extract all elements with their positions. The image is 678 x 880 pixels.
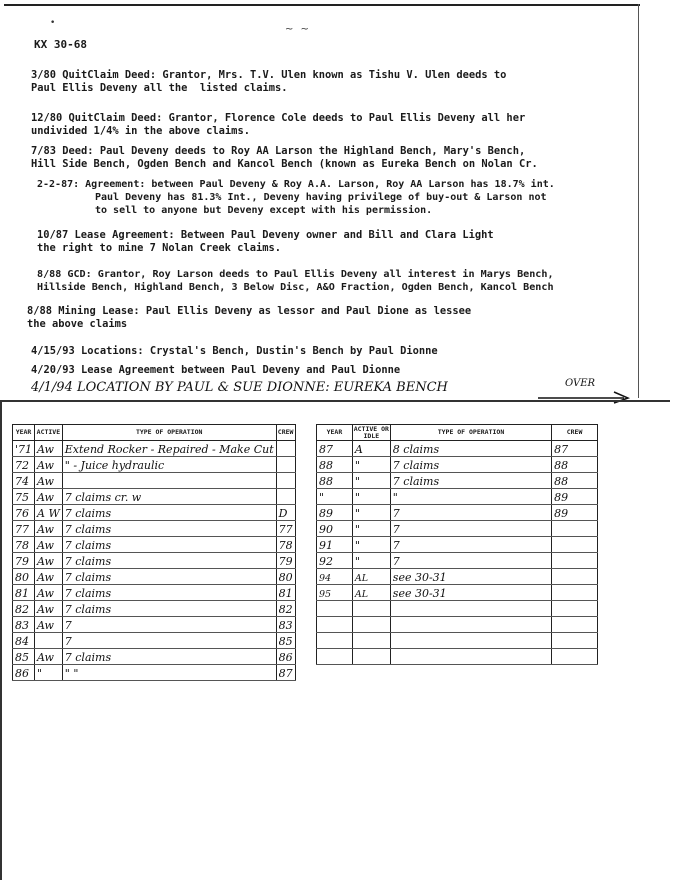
cell-type: 7 claims cr. w — [62, 489, 276, 505]
table-row — [317, 617, 598, 633]
cell-crew — [276, 441, 295, 457]
cell-crew: 89 — [552, 505, 598, 521]
entry-line: Hill Side Bench, Ogden Bench and Kancol Bench (known as Eureka Bench on Nolan Cr. — [31, 158, 538, 170]
cell-type: 7 claims — [62, 505, 276, 521]
entry-lease-4-20-93 — [31, 364, 400, 377]
cell-active: " — [352, 505, 390, 521]
table-row — [317, 505, 598, 521]
col-header-type: TYPE OF OPERATION — [390, 425, 551, 441]
cell-active: Aw — [35, 585, 63, 601]
section-divider — [0, 400, 670, 402]
cell-type: 7 — [62, 617, 276, 633]
cell-year: 74 — [13, 473, 35, 489]
table-row — [317, 601, 598, 617]
cell-active — [352, 633, 390, 649]
entry-locations-4-15-93 — [31, 345, 438, 358]
entry-lease-10-87 — [37, 229, 494, 255]
cell-year: 80 — [13, 569, 35, 585]
cell-active: A — [352, 441, 390, 457]
cell-type — [390, 601, 551, 617]
cell-year — [317, 601, 353, 617]
cell-active: Aw — [35, 569, 63, 585]
cell-year: 83 — [13, 617, 35, 633]
scan-speck: ~ ~ — [285, 24, 311, 35]
top-border-line — [4, 4, 640, 6]
cell-type: Extend Rocker - Repaired - Make Cut — [62, 441, 276, 457]
table-row — [317, 585, 598, 601]
cell-active: Aw — [35, 553, 63, 569]
cell-type: see 30-31 — [390, 569, 551, 585]
cell-crew — [276, 457, 295, 473]
entry-quitclaim-12-80 — [31, 112, 525, 138]
cell-active: Aw — [35, 521, 63, 537]
cell-crew — [276, 473, 295, 489]
right-border-line — [638, 4, 639, 398]
cell-crew — [552, 617, 598, 633]
operations-log-right — [316, 424, 598, 665]
entry-line: 4/15/93 Locations: Crystal's Bench, Dustin's Bench by Paul Dionne — [31, 345, 438, 357]
cell-year: 78 — [13, 537, 35, 553]
cell-crew: 88 — [552, 473, 598, 489]
table-row — [13, 489, 296, 505]
cell-year: '71 — [13, 441, 35, 457]
cell-type: 7 claims — [62, 553, 276, 569]
cell-type: 8 claims — [390, 441, 551, 457]
entry-line: Paul Ellis Deveny all the listed claims. — [31, 82, 288, 94]
cell-active: " — [352, 489, 390, 505]
cell-active — [352, 649, 390, 665]
cell-year: 84 — [13, 633, 35, 649]
cell-type: 7 claims — [390, 473, 551, 489]
cell-year: 88 — [317, 457, 353, 473]
cell-type: 7 — [390, 521, 551, 537]
cell-year: 72 — [13, 457, 35, 473]
table-row — [317, 537, 598, 553]
cell-crew — [552, 585, 598, 601]
cell-type: 7 — [390, 505, 551, 521]
table-row — [13, 553, 296, 569]
col-header-type: TYPE OF OPERATION — [62, 425, 276, 441]
cell-type: 7 claims — [62, 537, 276, 553]
entry-line: 12/80 QuitClaim Deed: Grantor, Florence Cole deeds to Paul Ellis Deveny all her — [31, 112, 526, 124]
cell-crew — [552, 537, 598, 553]
cell-active: " — [352, 553, 390, 569]
col-header-year: YEAR — [317, 425, 353, 441]
table-row — [13, 617, 296, 633]
entry-agreement-2-2-87 — [37, 178, 555, 217]
table-row — [317, 489, 598, 505]
entry-line: the above claims — [27, 318, 128, 330]
cell-crew: 81 — [276, 585, 295, 601]
table-row — [317, 569, 598, 585]
entry-line: 8/88 GCD: Grantor, Roy Larson deeds to Paul Ellis Deveny all interest in Marys Bench, — [37, 269, 554, 280]
cell-crew: 79 — [276, 553, 295, 569]
cell-year — [317, 617, 353, 633]
cell-year: 75 — [13, 489, 35, 505]
cell-crew — [552, 553, 598, 569]
cell-type — [390, 649, 551, 665]
table-row — [13, 665, 296, 681]
cell-crew: 82 — [276, 601, 295, 617]
table-row — [317, 521, 598, 537]
cell-year: 91 — [317, 537, 353, 553]
cell-type: 7 — [390, 537, 551, 553]
col-header-year: YEAR — [13, 425, 35, 441]
cell-crew: 85 — [276, 633, 295, 649]
table-row — [317, 457, 598, 473]
cell-active: " — [352, 521, 390, 537]
table-row — [13, 601, 296, 617]
entry-line: 2-2-87: Agreement: between Paul Deveny & Roy A.A. Larson, Roy AA Larson has 18.7% int. — [37, 179, 555, 190]
cell-crew: 88 — [552, 457, 598, 473]
cell-active — [352, 601, 390, 617]
cell-year: 76 — [13, 505, 35, 521]
entry-line: 10/87 Lease Agreement: Between Paul Deveny owner and Bill and Clara Light — [37, 229, 494, 241]
cell-active: Aw — [35, 617, 63, 633]
cell-year — [317, 649, 353, 665]
cell-crew — [552, 569, 598, 585]
cell-type: 7 — [62, 633, 276, 649]
cell-crew — [552, 601, 598, 617]
cell-year: 81 — [13, 585, 35, 601]
cell-crew — [276, 489, 295, 505]
cell-year: 85 — [13, 649, 35, 665]
cell-active: Aw — [35, 457, 63, 473]
cell-year: 86 — [13, 665, 35, 681]
entry-gcd-8-88 — [37, 268, 554, 294]
cell-crew: 87 — [276, 665, 295, 681]
cell-type — [390, 617, 551, 633]
cell-crew: 77 — [276, 521, 295, 537]
cell-crew: D — [276, 505, 295, 521]
cell-crew: 86 — [276, 649, 295, 665]
entry-line: undivided 1/4% in the above claims. — [31, 125, 250, 137]
entry-quitclaim-3-80 — [31, 69, 506, 95]
table-row — [13, 473, 296, 489]
cell-type — [62, 473, 276, 489]
cell-year: 79 — [13, 553, 35, 569]
cell-crew — [552, 521, 598, 537]
entry-line: Paul Deveny has 81.3% Int., Deveny having privilege of buy-out & Larson not — [95, 192, 547, 203]
cell-active: " — [35, 665, 63, 681]
cell-year: 82 — [13, 601, 35, 617]
cell-crew: 87 — [552, 441, 598, 457]
entry-line: to sell to anyone but Deveny except with his permission. — [95, 205, 433, 216]
cell-crew: 80 — [276, 569, 295, 585]
cell-crew: 78 — [276, 537, 295, 553]
cell-active: Aw — [35, 441, 63, 457]
cell-type: 7 claims — [62, 585, 276, 601]
table-row — [13, 569, 296, 585]
handwritten-location-note: 4/1/94 LOCATION BY PAUL & SUE DIONNE: EUREKA BENCH — [31, 380, 448, 395]
cell-type — [390, 633, 551, 649]
table-row — [317, 473, 598, 489]
table-row — [13, 537, 296, 553]
table-row — [317, 633, 598, 649]
cell-type: 7 — [390, 553, 551, 569]
cell-active: Aw — [35, 649, 63, 665]
cell-year: 92 — [317, 553, 353, 569]
col-header-crew: CREW — [552, 425, 598, 441]
table-row — [13, 457, 296, 473]
entry-line: 7/83 Deed: Paul Deveny deeds to Roy AA Larson the Highland Bench, Mary's Bench, — [31, 145, 526, 157]
col-header-active: ACTIVE — [35, 425, 63, 441]
table-row — [13, 441, 296, 457]
cell-active: Aw — [35, 601, 63, 617]
table-row — [13, 505, 296, 521]
cell-crew: 83 — [276, 617, 295, 633]
entry-line: 4/20/93 Lease Agreement between Paul Deveny and Paul Dionne — [31, 364, 401, 376]
table-row — [317, 649, 598, 665]
table-row — [13, 649, 296, 665]
cell-type: " " — [62, 665, 276, 681]
cell-active: AL — [352, 585, 390, 601]
cell-type: 7 claims — [390, 457, 551, 473]
cell-year: 90 — [317, 521, 353, 537]
cell-type: see 30-31 — [390, 585, 551, 601]
cell-active: AL — [352, 569, 390, 585]
cell-year — [317, 633, 353, 649]
cell-type: " - Juice hydraulic — [62, 457, 276, 473]
entry-line: 3/80 QuitClaim Deed: Grantor, Mrs. T.V. Ulen known as Tishu V. Ulen deeds to — [31, 69, 507, 81]
cell-type: 7 claims — [62, 601, 276, 617]
scan-speck: • — [50, 18, 56, 28]
entry-deed-7-83 — [31, 145, 538, 171]
cell-active: Aw — [35, 537, 63, 553]
cell-crew — [552, 633, 598, 649]
entry-mining-lease-8-88 — [27, 305, 471, 331]
over-label: OVER — [565, 378, 596, 389]
cell-year: 77 — [13, 521, 35, 537]
cell-active: " — [352, 537, 390, 553]
document-id: KX 30-68 — [34, 38, 87, 51]
cell-year: 88 — [317, 473, 353, 489]
cell-type: 7 claims — [62, 649, 276, 665]
cell-crew: 89 — [552, 489, 598, 505]
table-row — [13, 633, 296, 649]
cell-type: 7 claims — [62, 569, 276, 585]
col-header-active: ACTIVE OR IDLE — [353, 424, 389, 440]
cell-active: Aw — [35, 473, 63, 489]
cell-active — [35, 633, 63, 649]
cell-year: 94 — [317, 569, 353, 585]
table-row — [13, 585, 296, 601]
left-edge-line — [0, 402, 2, 880]
cell-year: " — [317, 489, 353, 505]
entry-line: Hillside Bench, Highland Bench, 3 Below Disc, A&O Fraction, Ogden Bench, Kancol Bench — [37, 282, 554, 293]
cell-active: " — [352, 473, 390, 489]
table-row — [317, 553, 598, 569]
cell-active: Aw — [35, 489, 63, 505]
cell-crew — [552, 649, 598, 665]
cell-active: A W — [35, 505, 63, 521]
table-row — [13, 521, 296, 537]
operations-log-left — [12, 424, 296, 681]
cell-active — [352, 617, 390, 633]
cell-year: 87 — [317, 441, 353, 457]
table-row — [317, 441, 598, 457]
cell-active: " — [352, 457, 390, 473]
cell-year: 95 — [317, 585, 353, 601]
cell-year: 89 — [317, 505, 353, 521]
cell-type: 7 claims — [62, 521, 276, 537]
entry-line: the right to mine 7 Nolan Creek claims. — [37, 242, 281, 254]
entry-line: 8/88 Mining Lease: Paul Ellis Deveny as lessor and Paul Dione as lessee — [27, 305, 472, 317]
cell-type: " — [390, 489, 551, 505]
col-header-crew: CREW — [276, 425, 295, 441]
